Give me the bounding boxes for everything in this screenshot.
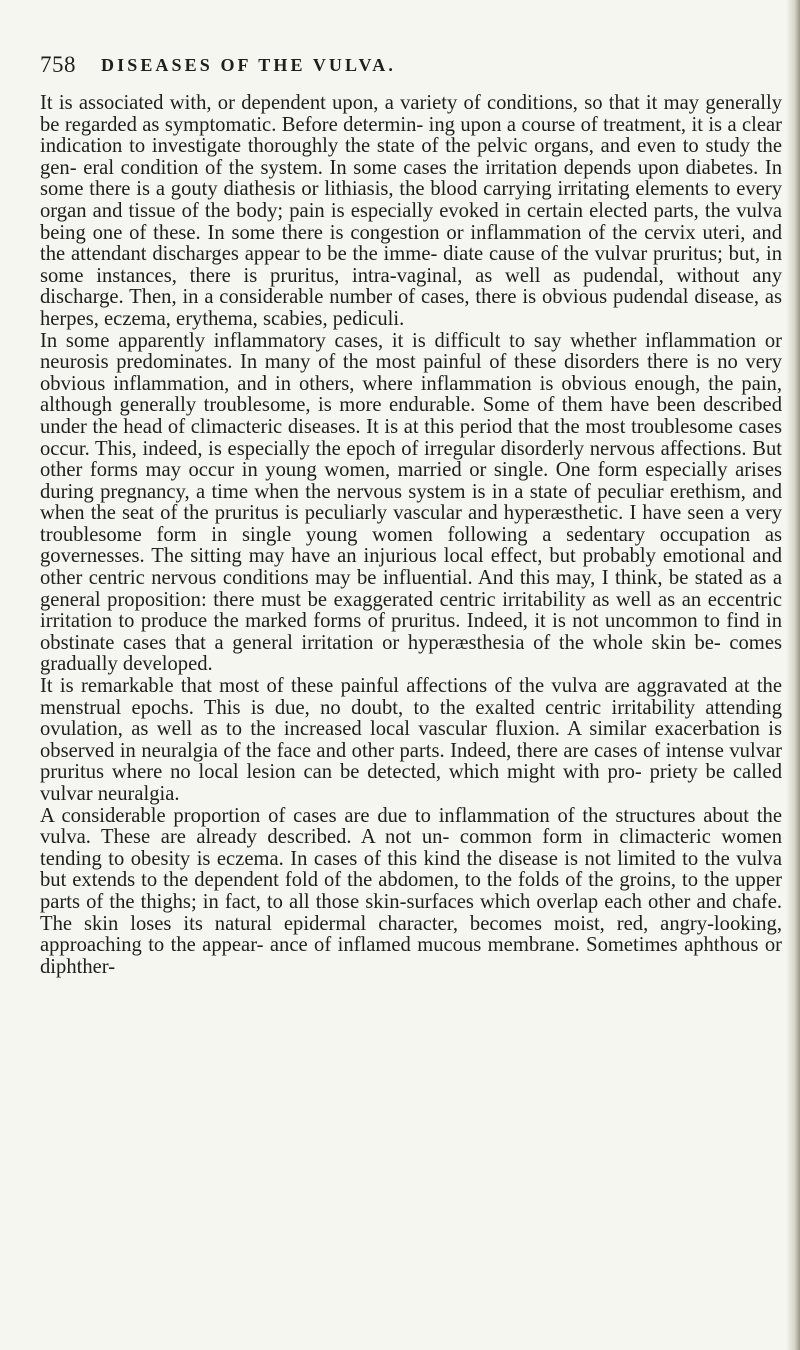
running-title: DISEASES OF THE VULVA. — [101, 55, 396, 75]
paragraph-1: It is associated with, or dependent upon, a variety of conditions, so that it may generally be regarded as symptomatic. Before determin- ing upon a course of treatment, it is a clear indication to investigate thoroughly the state of the pelvic organs, and even to study the gen- eral condition of the system. In some cases the irritation depends upon diabetes. In some there is a gouty diathesis or lithiasis, the blood carrying irritating elements to every organ and tissue of the body; pain is especially evoked in certain elected parts, the vulva being one of these. In some there is congestion or inflammation of the cervix uteri, and the attendant discharges appear to be the imme- diate cause of the vulvar pruritus; but, in some instances, there is pruritus, intra-vaginal, as well as pudendal, without any discharge. Then, in a considerable number of cases, there is obvious pudendal disease, as herpes, eczema, erythema, scabies, pediculi. — [40, 92, 782, 330]
page-edge-shadow — [786, 0, 800, 1350]
page-number: 758 — [40, 52, 76, 77]
body-text — [40, 93, 782, 978]
paragraph-2: In some apparently inflammatory cases, it is difficult to say whether inflammation or neurosis predominates. In many of the most painful of these disorders there is no very obvious inflammation, and in others, where inflammation is obvious enough, the pain, although generally troublesome, is more endurable. Some of them have been described under the head of climacteric diseases. It is at this period that the most troublesome cases occur. This, indeed, is especially the epoch of irregular disorderly nervous affections. But other forms may occur in young women, married or single. One form especially arises during pregnancy, a time when the nervous system is in a state of peculiar erethism, and when the seat of the pruritus is peculiarly vascular and hyperæsthetic. I have seen a very troublesome form in single young women following a sedentary occupation as governesses. The sitting may have an injurious local effect, but probably emotional and other centric nervous conditions may be influential. And this may, I think, be stated as a general proposition: there must be exaggerated centric irritability as well as an eccentric irritation to produce the marked forms of pruritus. Indeed, it is not uncommon to find in obstinate cases that a general irritation or hyperæsthesia of the whole skin be- comes gradually developed. — [40, 329, 782, 676]
running-head — [40, 52, 600, 82]
paragraph-3: It is remarkable that most of these painful affections of the vulva are aggravated at the menstrual epochs. This is due, no doubt, to the exalted centric irritability attending ovulation, as well as to the increased local vascular fluxion. A similar exacerbation is observed in neuralgia of the face and other parts. Indeed, there are cases of intense vulvar pruritus where no local lesion can be detected, which might with pro- priety be called vulvar neuralgia. — [40, 675, 782, 805]
paragraph-4: A considerable proportion of cases are due to inflammation of the structures about the vulva. These are already described. A not un- common form in climacteric women tending to obesity is eczema. In cases of this kind the disease is not limited to the vulva but extends to the dependent fold of the abdomen, to the folds of the groins, to the upper parts of the thighs; in fact, to all those skin-surfaces which overlap each other and chafe. The skin loses its natural epidermal character, becomes moist, red, angry-looking, approaching to the appear- ance of inflamed mucous membrane. Sometimes aphthous or diphther- — [40, 804, 782, 978]
